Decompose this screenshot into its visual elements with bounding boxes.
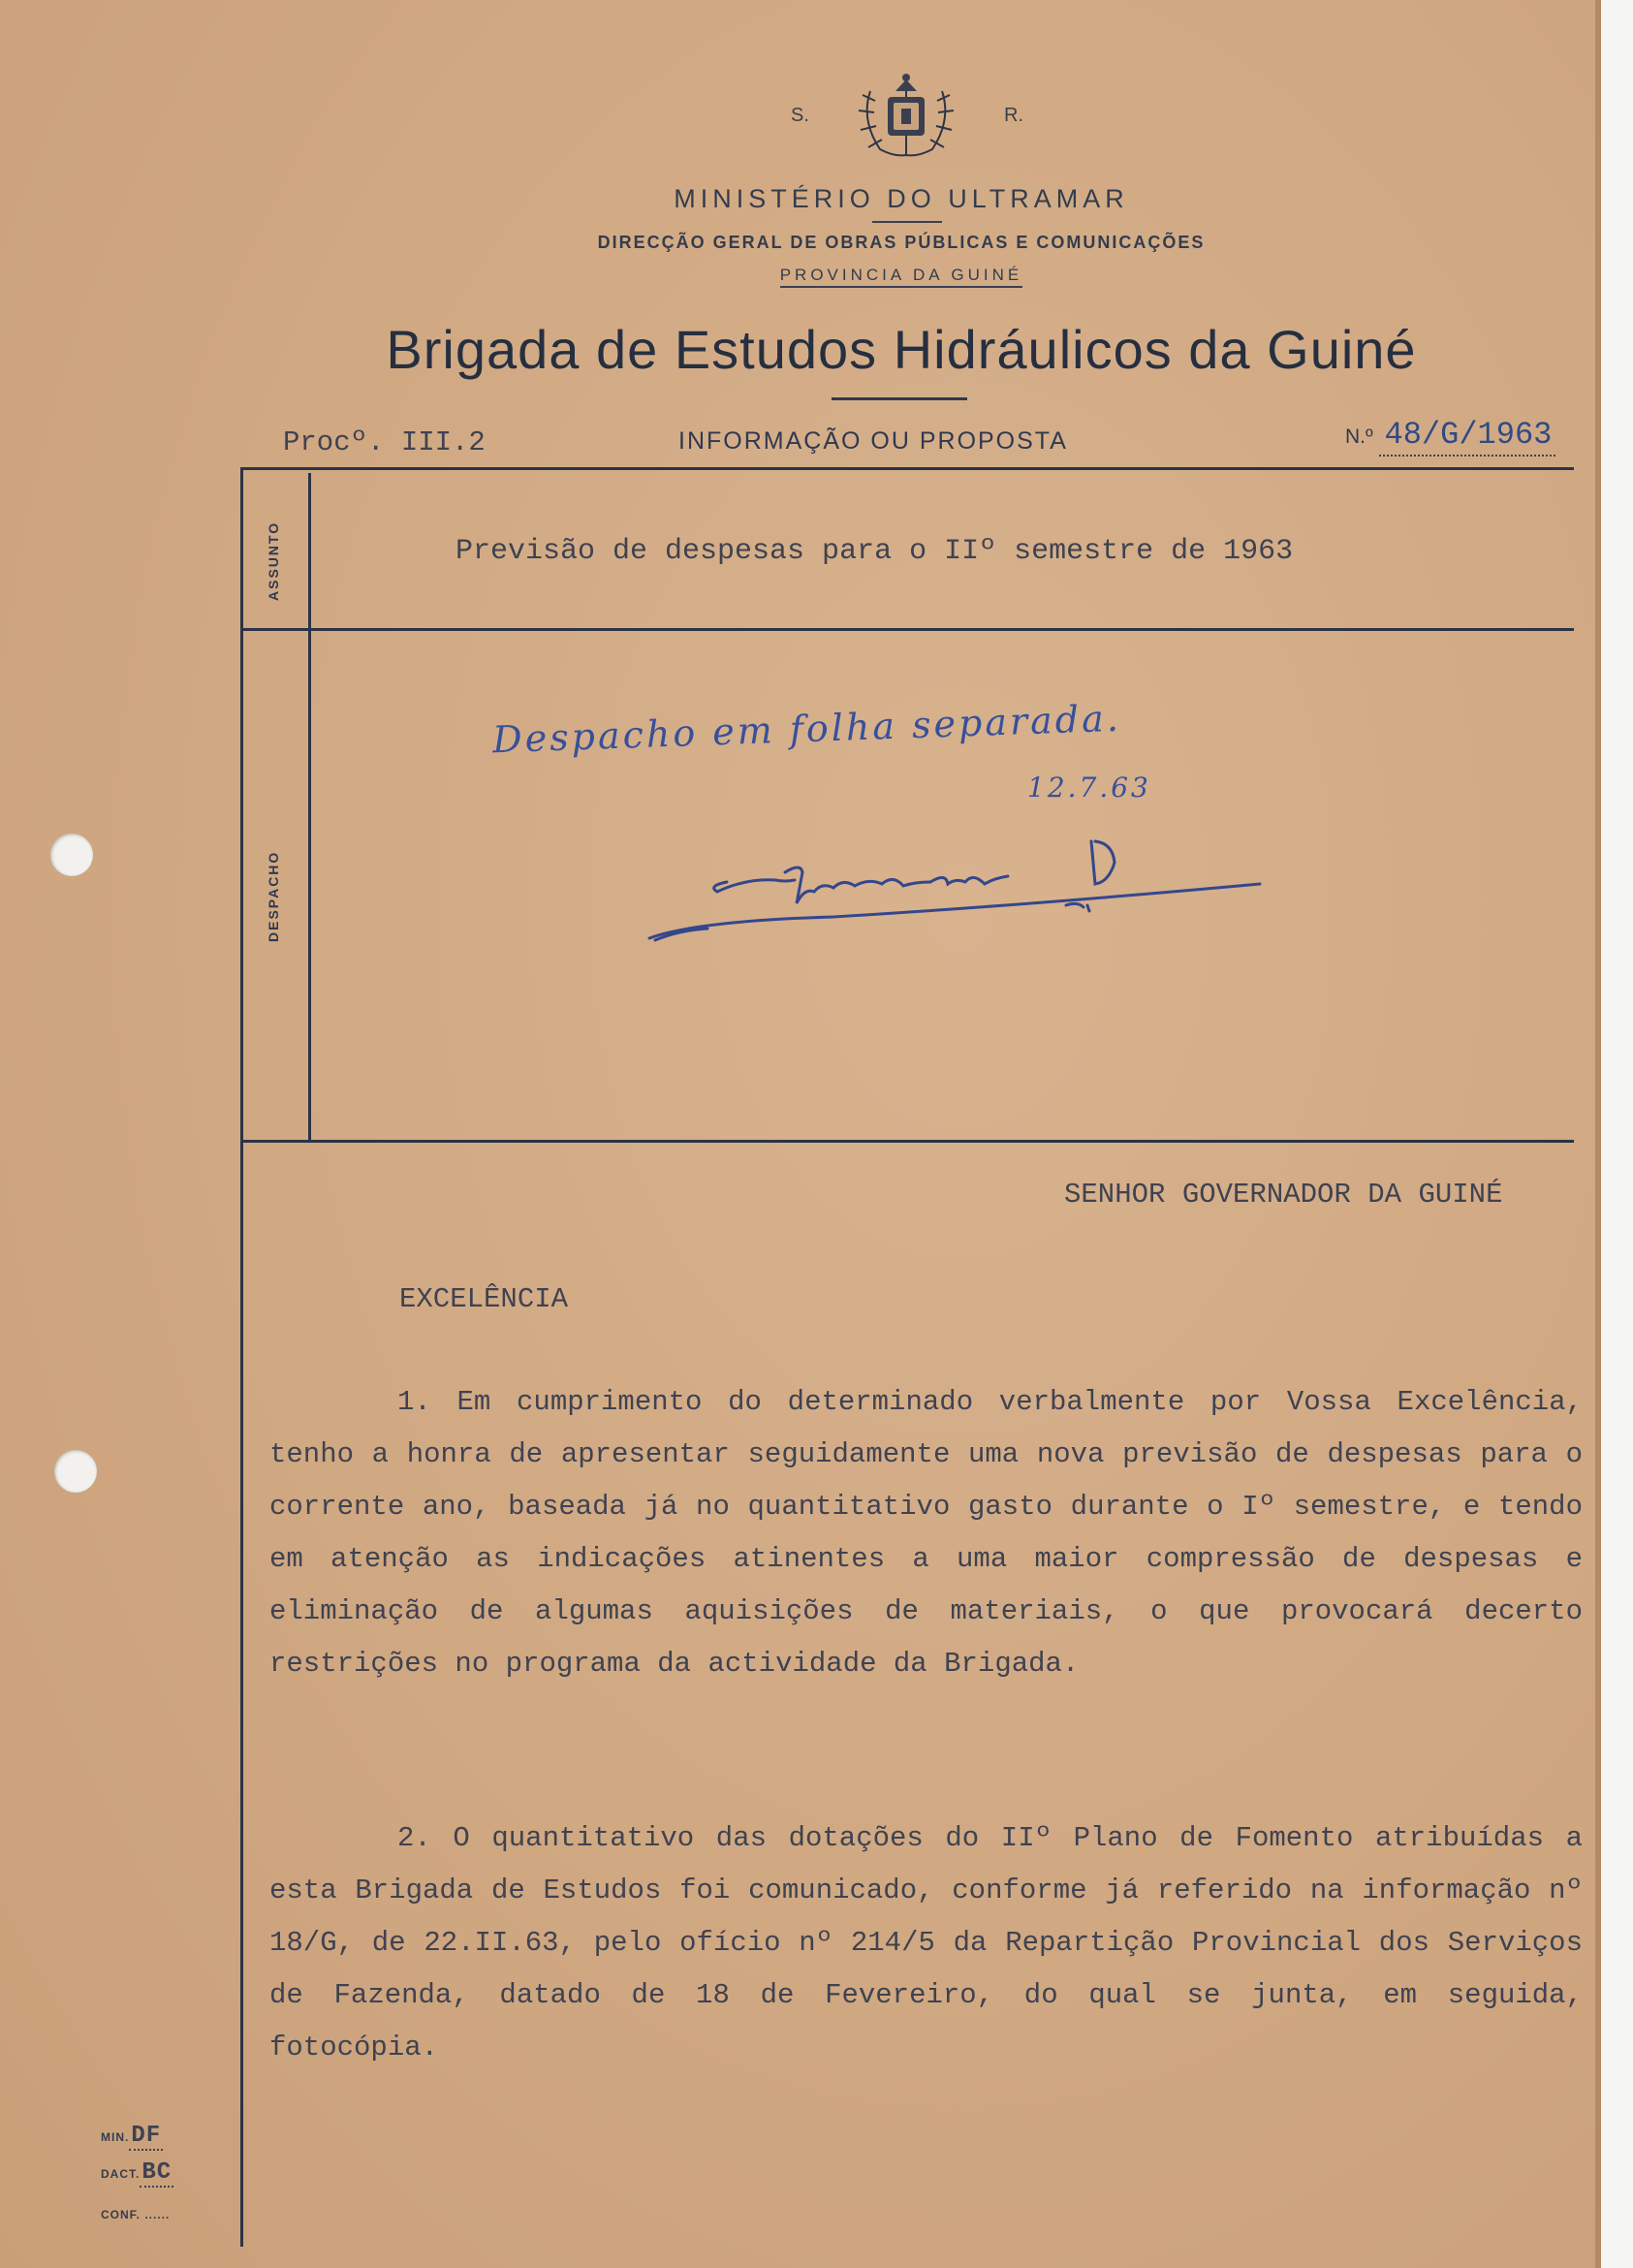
label-column-rule: [308, 473, 311, 1140]
form-top-rule: [240, 467, 1574, 470]
conf-label: CONF.: [101, 2208, 141, 2221]
number-value: 48/G/1963: [1379, 417, 1556, 457]
subject-label: ASSUNTO: [266, 520, 281, 601]
dispatch-label: DESPACHO: [266, 850, 281, 942]
conf-value: ......: [144, 2208, 171, 2221]
form-title: INFORMAÇÃO OU PROPOSTA: [678, 427, 1068, 455]
footer-dact: [101, 2159, 173, 2186]
dact-label: DACT.: [101, 2167, 141, 2181]
brigade-title: Brigada de Estudos Hidráulicos da Guiné: [386, 319, 1417, 380]
handwritten-signature: [640, 824, 1279, 960]
addressee-line: SENHOR GOVERNADOR DA GUINÉ: [1064, 1179, 1503, 1211]
min-value: DF: [131, 2123, 162, 2149]
province-text: PROVINCIA DA GUINÉ: [780, 266, 1023, 288]
min-label: MIN.: [101, 2130, 130, 2144]
dact-value: BC: [141, 2159, 173, 2186]
handwritten-dispatch-note: Despacho em folha separada.: [491, 696, 1122, 762]
paragraph-2-text: 2. O quantitativo das dotações do IIº Plano de Fomento atribuídas a esta Brigada de Estudos foi comunicado, conforme já referido na informação nº 18/G, de 22.II.63, pelo ofício nº 214/5 da Repartição Provincial dos Serviços de Fazenda, datado de 18 de Fevereiro, do qual se junta, em seguida, fotocópia.: [269, 1822, 1583, 2063]
left-margin-rule: [240, 467, 243, 2247]
brigade-underline: [832, 397, 967, 400]
number-label: N.º: [1345, 425, 1373, 448]
ministry-heading: MINISTÉRIO DO ULTRAMAR: [674, 184, 1129, 213]
subject-text: Previsão de despesas para o IIº semestre de 1963: [455, 535, 1294, 568]
footer-min: [101, 2123, 163, 2149]
coat-of-arms-emblem: [851, 72, 961, 163]
footer-conf: [101, 2208, 170, 2221]
document-number: [1345, 417, 1555, 457]
subject-bottom-rule: [240, 628, 1574, 631]
salutation: EXCELÊNCIA: [399, 1283, 569, 1315]
province-heading: [0, 266, 1601, 285]
punch-hole-bottom: [54, 1450, 97, 1493]
r-letter: R.: [1004, 105, 1023, 126]
s-letter: S.: [791, 105, 809, 126]
directorate-heading: DIRECÇÃO GERAL DE OBRAS PÚBLICAS E COMUNICAÇÕES: [597, 233, 1206, 252]
dispatch-bottom-rule: [240, 1140, 1574, 1143]
handwritten-dispatch-date: 12.7.63: [1027, 772, 1151, 803]
paragraph-1: [269, 1376, 1583, 1690]
paragraph-2: [269, 1812, 1583, 2074]
ministry-underline: [872, 221, 942, 223]
paragraph-1-text: 1. Em cumprimento do determinado verbalmente por Vossa Excelência, tenho a honra de apresentar seguidamente uma nova previsão de despesas para o corrente ano, baseada já no quantitativo gasto durante o Iº semestre, e tendo em atenção as indicações atinentes a uma maior compressão de despesas e eliminação de algumas aquisições de materiais, o que provocará decerto restrições no programa da actividade da Brigada.: [269, 1386, 1583, 1680]
punch-hole-top: [50, 834, 93, 876]
process-number: Procº. III.2: [283, 426, 486, 458]
